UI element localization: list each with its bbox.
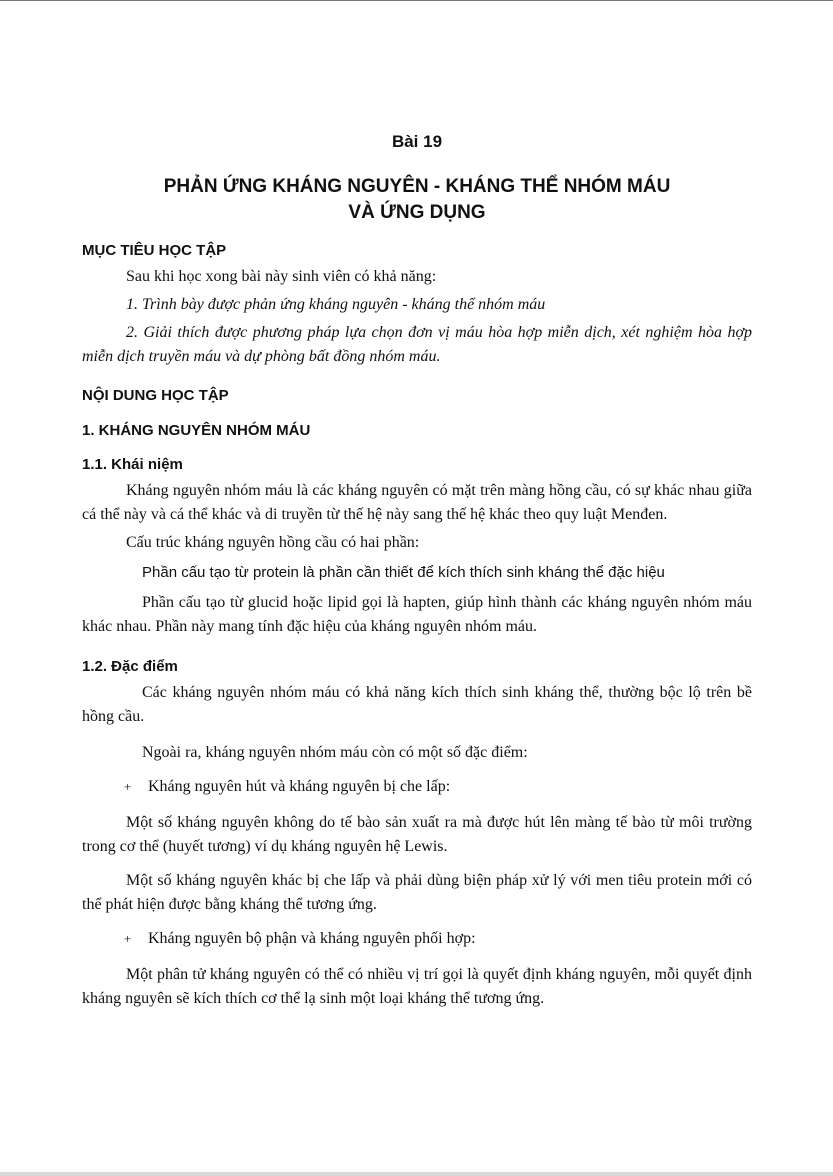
section-1-1-heading: 1.1. Khái niệm <box>82 456 183 473</box>
document-page <box>82 132 752 1011</box>
paragraph: Phần cấu tạo từ protein là phần cần thiết để kích thích sinh kháng thể đặc hiệu <box>142 564 665 581</box>
title-line-2: VÀ ỨNG DỤNG <box>348 202 486 223</box>
paragraph: Kháng nguyên nhóm máu là các kháng nguyên có mặt trên màng hồng cầu, có sự khác nhau giữa cá thể này và cá thể khác và di truyền từ thế hệ này sang thế hệ khác theo quy luật Menđen. <box>82 482 752 523</box>
paragraph: Một phân tử kháng nguyên có thể có nhiều vị trí gọi là quyết định kháng nguyên, mỗi quyết định kháng nguyên sẽ kích thích cơ thể lạ sinh một loại kháng thể tương ứng. <box>82 966 752 1007</box>
paragraph: Ngoài ra, kháng nguyên nhóm máu còn có một số đặc điểm: <box>142 744 528 761</box>
paragraph: Một số kháng nguyên khác bị che lấp và phải dùng biện pháp xử lý với men tiêu protein mới có thể phát hiện được bằng kháng thể tương ứng. <box>82 872 752 913</box>
objectives-intro: Sau khi học xong bài này sinh viên có khả năng: <box>126 268 437 285</box>
page-bottom-edge <box>0 1172 833 1176</box>
bullet-mark: + <box>124 931 132 946</box>
lesson-number: Bài 19 <box>391 132 443 151</box>
page-title <box>82 174 752 226</box>
paragraph: Một số kháng nguyên không do tế bào sản xuất ra mà được hút lên màng tế bào từ môi trường trong cơ thể (huyết tương) ví dụ kháng nguyên hệ Lewis. <box>82 814 752 855</box>
section-1-2-heading: 1.2. Đặc điểm <box>82 658 178 675</box>
title-line-1: PHẢN ỨNG KHÁNG NGUYÊN - KHÁNG THỂ NHÓM MÁU <box>163 176 671 197</box>
page-top-border <box>0 0 833 1</box>
content-heading: NỘI DUNG HỌC TẬP <box>82 387 229 404</box>
objectives-heading: MỤC TIÊU HỌC TẬP <box>82 242 227 259</box>
paragraph: Các kháng nguyên nhóm máu có khả năng kích thích sinh kháng thể, thường bộc lộ trên bề hồng cầu. <box>82 684 752 725</box>
list-item <box>82 775 752 799</box>
objective-item-2: 2. Giải thích được phương pháp lựa chọn đơn vị máu hòa hợp miễn dịch, xét nghiệm hòa hợp miễn dịch truyền máu và dự phòng bất đồng nhóm máu. <box>82 324 752 365</box>
paragraph: Cấu trúc kháng nguyên hồng cầu có hai phần: <box>126 534 420 551</box>
bullet-mark: + <box>124 779 132 794</box>
objective-item-1: 1. Trình bày được phản ứng kháng nguyên - kháng thể nhóm máu <box>126 296 546 313</box>
section-1-heading: 1. KHÁNG NGUYÊN NHÓM MÁU <box>82 422 311 439</box>
list-item <box>82 927 752 951</box>
paragraph: Phần cấu tạo từ glucid hoặc lipid gọi là hapten, giúp hình thành các kháng nguyên nhóm máu khác nhau. Phần này mang tính đặc hiệu của kháng nguyên nhóm máu. <box>82 594 752 635</box>
list-item-text: Kháng nguyên hút và kháng nguyên bị che lấp: <box>148 778 451 795</box>
list-item-text: Kháng nguyên bộ phận và kháng nguyên phối hợp: <box>148 930 476 947</box>
